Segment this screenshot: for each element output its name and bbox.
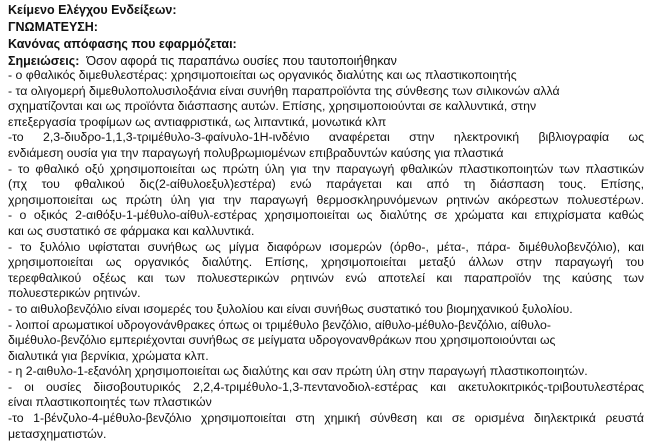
text-line: - το φθαλικό οξύ χρησιμοποιείται ως πρώτη ύλη για την παραγωγή φθαλικών πλαστικοποιητών των πλαστικών (8, 161, 644, 176)
notes-body (8, 68, 644, 442)
text-line: πολυεστερικών ρητινών. (8, 286, 141, 301)
text-line: ενδιάμεση ουσία για την παραγωγή πολυβρωμιομένων επιβραδυντών καύσης για πλαστικά (8, 145, 504, 160)
text-line: επεξεργασία τροφίμων ως αντιαφριστικά, ως λιπαντικά, μονωτικά κλπ (8, 114, 387, 129)
notes-text: Όσον αφορά τις παραπάνω ουσίες που ταυτοποιήθηκαν (86, 54, 397, 68)
text-line: και ως συστατικό σε φάρμακα και καλλυντικά. (8, 223, 255, 238)
text-line: μετασχηματιστών. (8, 426, 107, 441)
text-line: τερεφθαλικού οξέως και των πολυεστερικών ρητινών ενώ αποτελεί και παραπροϊόν της καύσης των (8, 270, 644, 285)
text-line: -το 2,3-διυδρο-1,1,3-τριμέθυλο-3-φαίνυλο-1Η-ινδένιο αναφέρεται στην ηλεκτρονική βιβλιογραφία ως (8, 130, 644, 145)
opinion-label: ΓΝΩΜΑΤΕΥΣΗ: (8, 20, 98, 34)
text-line: είναι πλαστικοποιητές των πλαστικών (8, 395, 212, 410)
text-line: σχηματίζονται και ως προϊόντα διάσπασης αυτών. Επίσης, χρησιμοποιούνται σε καλλυντικά, στην (8, 99, 537, 114)
text-line: - οι ουσίες δiισοβουτυρικός 2,2,4-τριμέθυλο-1,3-πεντανοδιολ-εστέρας και ακετυλοκιτρικός-τριβουτυλεστέρας (8, 379, 644, 394)
document-title: Κείμενο Ελέγχου Ενδείξεων: (8, 3, 177, 17)
decision-rule-label: Κανόνας απόφασης που εφαρμόζεται: (8, 37, 237, 51)
text-line: - η 2-αιθυλο-1-εξανόλη χρησιμοποιείται ως διαλύτης και σαν πρώτη ύλη στην παραγωγή πλαστικοποιητών. (8, 364, 588, 379)
text-line: χρησιμοποιείται ως οργανικός διαλύτης. Επίσης, χρησιμοποιείται μεταξύ άλλων στην παραγωγή του (8, 255, 644, 270)
text-line: -το 1-βένζυλο-4-μέθυλο-βενζόλιο χρησιμοποιείται στη χημική σύνθεση και σε ορισμένα διηλεκτρικά ρευστά (8, 411, 644, 426)
document-header (8, 2, 397, 70)
text-line: - ο φθαλικός διμεθυλεστέρας: χρησιμοποιείται ως οργανικός διαλύτης και ως πλαστικοποιητής (8, 68, 517, 82)
text-line: (πχ του φθαλικού δις(2-αίθυλοεξυλ)εστέρα) ενώ παράγεται και από τη διάσπαση τους. Επίσης, (8, 177, 644, 192)
notes-label: Σημειώσεις: (8, 54, 80, 68)
text-line: διαλυτικά για βερνίκια, χρώματα κλπ. (8, 348, 209, 363)
text-line: - τα ολιγομερή διμεθυλοπολυσιλοξάνια είναι συνήθη παραπροϊόντα της σύνθεσης των σιλικονών αλλά (8, 83, 560, 98)
text-line: - το αιθυλοβενζόλιο είναι ισομερές του ξυλολίου και είναι συνήθως συστατικό του βιομηχανικού ξυλολίου. (8, 301, 573, 316)
text-line: - ο οξικός 2-αιθόξυ-1-μέθυλο-αίθυλ-εστέρας χρησιμοποιείται ως διαλύτης σε χρώματα και επιχρίσματα καθώς (8, 208, 644, 223)
text-line: διμέθυλο-βενζόλιο εμπεριέχονται συνήθως σε μείγματα υδρογονανθράκων που χρησιμοποιούνται ως (8, 333, 556, 348)
text-line: - λοιποί αρωματικοί υδρογονάνθρακες όπως οι τριμέθυλο βενζόλιο, αίθυλο-μέθυλο-βενζόλιο, αίθυλο- (8, 317, 551, 332)
text-line: χρησιμοποιείται ως πρώτη ύλη για την παραγωγή θερμοσκληρυνόμενων ρητινών ακόρεστων πολυεστέρων. (8, 192, 644, 207)
text-line: - το ξυλόλιο υφίσταται συνήθως ως μίγμα διαφόρων ισομερών (όρθο-, μέτα-, πάρα- διμέθυλοβενζόλιο), και (8, 239, 644, 254)
